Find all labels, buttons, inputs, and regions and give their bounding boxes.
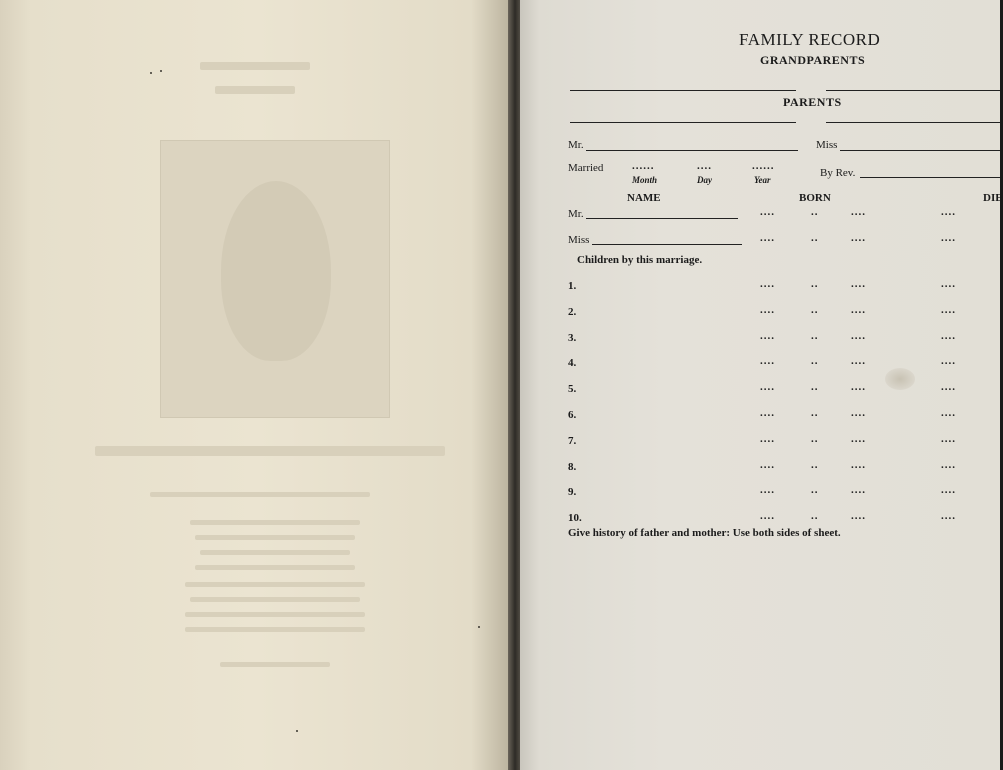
children-label: Children by this marriage. [577, 254, 703, 266]
child-born-dots[interactable]: .. [811, 407, 819, 419]
child-born-dots[interactable]: .... [760, 459, 775, 471]
child-row-number: 5. [568, 383, 577, 395]
child-died-dots[interactable]: .... [941, 433, 956, 445]
child-row-number: 7. [568, 435, 577, 447]
year-dots[interactable]: ...... [752, 160, 775, 172]
child-born-dots[interactable]: .... [851, 407, 866, 419]
child-born-dots[interactable]: .... [760, 433, 775, 445]
child-born-dots[interactable]: .. [811, 355, 819, 367]
born-dots[interactable]: .... [851, 232, 866, 244]
child-died-dots[interactable]: .... [941, 407, 956, 419]
grandparents-heading: GRANDPARENTS [760, 53, 866, 67]
child-died-dots[interactable]: .... [941, 330, 956, 342]
ghost-line [150, 492, 370, 497]
grandparent-line-right[interactable] [826, 90, 1000, 91]
row-mr-name-field[interactable] [586, 218, 738, 219]
mr-label: Mr. [568, 139, 584, 151]
child-row-number: 1. [568, 280, 577, 292]
month-caption: Month [632, 175, 658, 185]
month-dots[interactable]: ...... [632, 160, 655, 172]
born-dots[interactable]: .... [760, 206, 775, 218]
ghost-line [185, 612, 365, 617]
speck [160, 70, 162, 72]
child-row-number: 6. [568, 409, 577, 421]
speck [150, 72, 152, 74]
child-born-dots[interactable]: .... [851, 330, 866, 342]
row-miss-name-field[interactable] [592, 244, 742, 245]
day-dots[interactable]: .... [697, 160, 712, 172]
child-born-dots[interactable]: .... [760, 407, 775, 419]
child-row-number: 9. [568, 486, 577, 498]
born-column-header: BORN [799, 192, 831, 204]
parent-line-right[interactable] [826, 122, 1000, 123]
child-born-dots[interactable]: .... [760, 330, 775, 342]
year-caption: Year [754, 175, 771, 185]
born-dots[interactable]: .... [851, 206, 866, 218]
ghost-line [220, 662, 330, 667]
ghost-line [195, 535, 355, 540]
ghost-portrait [221, 181, 331, 361]
died-column-header: DIE [983, 192, 1003, 204]
child-born-dots[interactable]: .... [851, 355, 866, 367]
child-died-dots[interactable]: .... [941, 304, 956, 316]
child-born-dots[interactable]: .... [851, 433, 866, 445]
child-died-dots[interactable]: .... [941, 459, 956, 471]
miss-label: Miss [816, 139, 838, 151]
parent-line-left[interactable] [570, 122, 796, 123]
child-born-dots[interactable]: .... [760, 304, 775, 316]
mr-name-field[interactable] [586, 150, 798, 151]
child-born-dots[interactable]: .... [760, 278, 775, 290]
child-row-number: 10. [568, 512, 582, 524]
child-row-number: 4. [568, 357, 577, 369]
child-died-dots[interactable]: .... [941, 510, 956, 522]
parents-heading: PARENTS [783, 95, 842, 109]
grandparent-line-left[interactable] [570, 90, 796, 91]
rev-name-field[interactable] [860, 177, 1000, 178]
ghost-line [95, 446, 445, 456]
ghost-line [200, 550, 350, 555]
child-born-dots[interactable]: .. [811, 484, 819, 496]
child-died-dots[interactable]: .... [941, 278, 956, 290]
child-born-dots[interactable]: .... [851, 510, 866, 522]
child-born-dots[interactable]: .. [811, 510, 819, 522]
died-dots[interactable]: .... [941, 232, 956, 244]
child-row-number: 3. [568, 332, 577, 344]
footer-instruction: Give history of father and mother: Use both sides of sheet. [568, 527, 841, 539]
child-born-dots[interactable]: .... [851, 381, 866, 393]
child-born-dots[interactable]: .. [811, 459, 819, 471]
born-dots[interactable]: .. [811, 232, 819, 244]
ghost-line [190, 520, 360, 525]
paper-stain [885, 368, 915, 390]
child-born-dots[interactable]: .... [851, 278, 866, 290]
miss-name-field[interactable] [840, 150, 1000, 151]
died-dots[interactable]: .... [941, 206, 956, 218]
ghost-line [190, 597, 360, 602]
married-label: Married [568, 162, 604, 174]
form-title: FAMILY RECORD [739, 30, 881, 49]
child-born-dots[interactable]: .... [760, 355, 775, 367]
speck [296, 730, 298, 732]
child-born-dots[interactable]: .... [760, 381, 775, 393]
right-page [520, 0, 1003, 770]
born-dots[interactable]: .... [760, 232, 775, 244]
day-caption: Day [697, 175, 712, 185]
child-born-dots[interactable]: .... [851, 484, 866, 496]
row-mr-label: Mr. [568, 208, 584, 220]
by-rev-label: By Rev. [820, 167, 856, 179]
child-born-dots[interactable]: .... [760, 510, 775, 522]
child-died-dots[interactable]: .... [941, 381, 956, 393]
child-born-dots[interactable]: .... [760, 484, 775, 496]
child-row-number: 2. [568, 306, 577, 318]
name-column-header: NAME [627, 192, 661, 204]
speck [478, 626, 480, 628]
ghost-line [185, 582, 365, 587]
child-born-dots[interactable]: .. [811, 330, 819, 342]
child-died-dots[interactable]: .... [941, 355, 956, 367]
born-dots[interactable]: .. [811, 206, 819, 218]
child-born-dots[interactable]: .. [811, 278, 819, 290]
child-born-dots[interactable]: .. [811, 304, 819, 316]
child-born-dots[interactable]: .. [811, 381, 819, 393]
ghost-photo-bleedthrough [160, 140, 390, 418]
child-died-dots[interactable]: .... [941, 484, 956, 496]
ghost-line [185, 627, 365, 632]
child-row-number: 8. [568, 461, 577, 473]
row-miss-label: Miss [568, 234, 590, 246]
ghost-line [215, 86, 295, 94]
child-born-dots[interactable]: .... [851, 304, 866, 316]
ghost-line [195, 565, 355, 570]
child-born-dots[interactable]: .. [811, 433, 819, 445]
ghost-line [200, 62, 310, 70]
child-born-dots[interactable]: .... [851, 459, 866, 471]
